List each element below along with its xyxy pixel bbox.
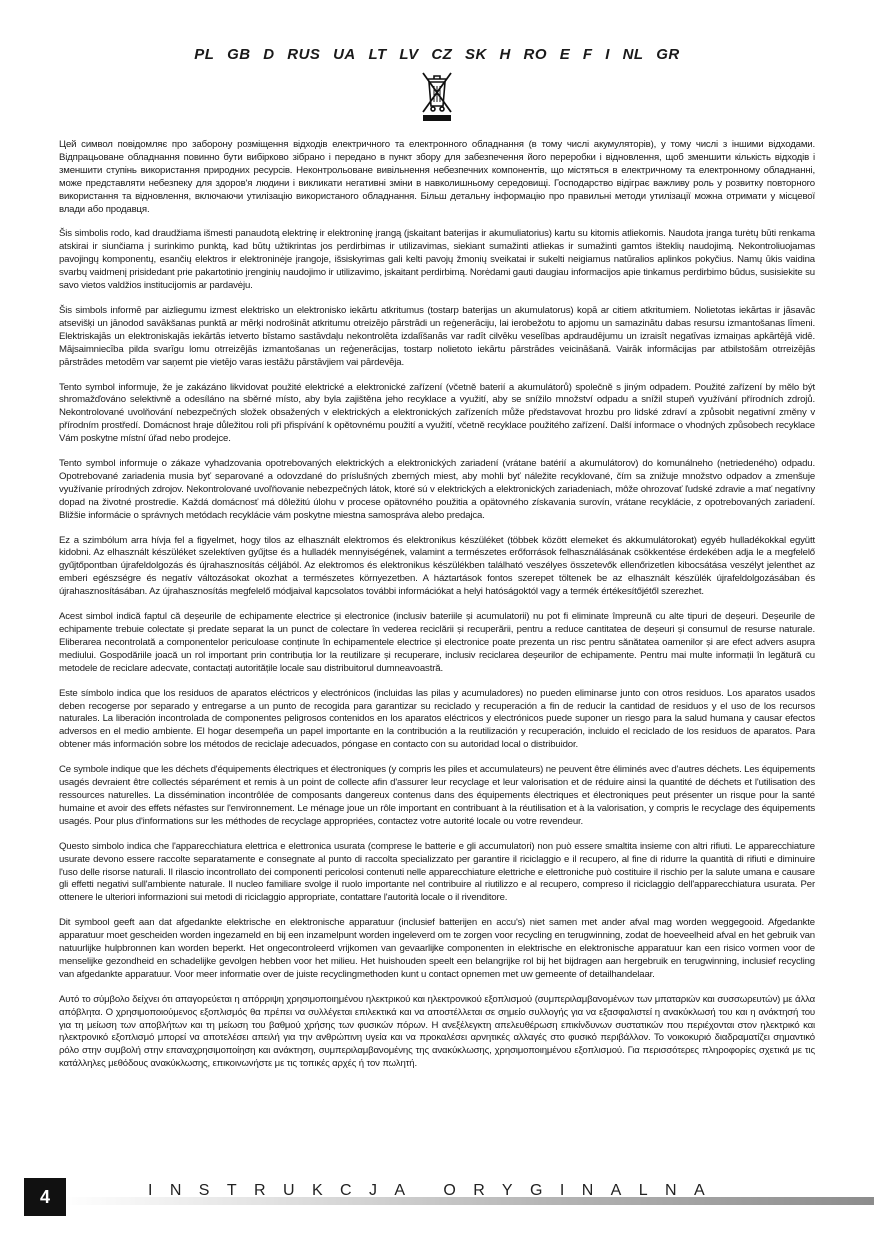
lang-code: LT: [368, 46, 387, 63]
paragraph-sk: Tento symbol informuje o zákaze vyhadzovania opotrebovaných elektrických a elektronických zariadení (vrátane batérií a akumulátorov) do komunálneho (netriedeného) odpadu. Opotrebované zariadenia musia byť separované a odovzdané do príslušných zberných miest, aby mohli byť náležite recyklované, čím sa znižuje množstvo odpadov a zmenšuje využívanie prírodných zdrojov. Nekontrolované uvoľňovanie nebezpečných látok, ktoré sú v elektrických a elektronických zariadeniach, môže ohrozovať ľudské zdravie a mať negatívny dopad na životné prostredie. Každá domácnosť má dôležitú úlohu v procese opätovného použitia a opätovného získavania surovín, vrátane recyklácie, z opotrebovaných zariadení. Bližšie informácie o správnych metódach recyklácie vám poskytne miestna samospráva alebo predajca.: [59, 458, 815, 521]
disposal-info-text: [59, 139, 815, 1083]
paragraph-nl: Dit symbool geeft aan dat afgedankte elektrische en elektronische apparatuur (inclusief batterijen en accu's) niet samen met ander afval mag worden weggegooid. Afgedankte apparatuur moet gescheiden worden ingezameld en bij een inzamelpunt worden ingeleverd om te zorgen voor recycling en terugwinning, zodat de hoeveelheid afval en het gebruik van natuurlijke hulpbronnen kan worden beperkt. Het ongecontroleerd vrijkomen van gevaarlijke componenten in elektrische en elektronische apparatuur kan een risico vormen voor de menselijke gezondheid en schadelijke gevolgen hebben voor het milieu. Het huishouden speelt een belangrijke rol bij het bijdragen aan hergebruik en terugwinning, inclusief recycling van afgedankte apparatuur. Voor meer informatie over de juiste recyclingmethoden kunt u contact opnemen met uw gemeente of detailhandelaar.: [59, 917, 815, 980]
lang-code: I: [605, 46, 610, 63]
paragraph-ro: Acest simbol indică faptul că deșeurile de echipamente electrice și electronice (inclusiv bateriile și acumulatorii) nu pot fi eliminate împreună cu alte tipuri de deșeuri. Deșeurile de echipamente trebuie colectate și predate separat la un punct de colectare în vederea reciclării și recuperării, pentru a reduce cantitatea de deșeuri și consumul de resurse naturale. Eliberarea necontrolată a componentelor periculoase conținute în echipamentele electrice și electronice poate prezenta un risc pentru sănătatea oamenilor și are efect advers asupra mediului. Gospodăriile joacă un rol important prin contribuția lor la reutilizare și recuperare, inclusiv reciclarea deșeurilor de echipamente. Pentru mai multe informații în legătură cu metodele de reciclare adecvate, contactați autoritățile locale sau distribuitorul dumneavoastră.: [59, 611, 815, 674]
lang-code: NL: [622, 46, 644, 63]
lang-code: RUS: [287, 46, 321, 63]
crossed-out-wheelie-bin-icon: [420, 70, 454, 122]
lang-code: RO: [523, 46, 548, 63]
lang-code: H: [499, 46, 511, 63]
lang-code: SK: [465, 46, 487, 63]
lang-code: GR: [656, 46, 680, 63]
paragraph-f: Ce symbole indique que les déchets d'équipements électriques et électroniques (y compris les piles et accumulateurs) ne peuvent être éliminés avec d'autres déchets. Les équipements usagés devraient être collectés séparément et remis à un point de collecte afin d'assurer leur recyclage et leur valorisation et de réduire ainsi la quantité de déchets et l'utilisation des ressources naturelles. La dissémination incontrôlée de composants dangereux contenus dans des équipements électriques et électroniques peut présenter un risque pour la santé humaine et avoir des effets néfastes sur l'environnement. Le ménage joue un rôle important en contribuant à la réutilisation et à la valorisation, y compris le recyclage des équipements usagés. Pour plus d'informations sur les méthodes de recyclage appropriées, contactez votre autorité locale ou votre revendeur.: [59, 764, 815, 827]
paragraph-ua: Цей символ повідомляє про заборону розміщення відходів електричного та електронного обладнання (в тому числі акумуляторів), у тому числі з іншими відходами. Відпрацьоване обладнання повинно бути вибірково зібрано і передано в пункт збору для забезпечення його переробки і відновлення, щоб зменшити кількість відходів і зменшити ступінь використання природних ресурсів. Неконтрольоване вивільнення небезпечних компонентів, що містяться в електричному та електронному обладнанні, може представляти небезпеку для здоров'я людини і викликати негативні зміни в навколишньому середовищі. Господарство відіграє важливу роль у розвитку повторного використання та відновлення, включаючи утилізацію використаного обладнання. Більш детальну інформацію про правильні методи утилізації можна отримати у місцевої влади або продавця.: [59, 139, 815, 215]
lang-code: F: [582, 46, 593, 63]
lang-code: LV: [399, 46, 419, 63]
lang-code: PL: [194, 46, 215, 63]
paragraph-lt: Šis simbolis rodo, kad draudžiama išmesti panaudotą elektrinę ir elektroninę įrangą (įskaitant baterijas ir akumuliatorius) kartu su kitomis atliekomis. Naudota įranga turėtų būti renkama atskirai ir siunčiama į surinkimo punktą, kad būtų užtikrintas jos perdirbimas ir utilizavimas, siekiant sumažinti atliekas ir sumažinti gamtos išteklių naudojimą. Nekontroliuojamas pavojingų komponentų, esančių elektros ir elektroninėje įrangoje, išsiskyrimas gali kelti pavojų žmonių sveikatai ir sukelti neigiamus natūralios aplinkos pokyčius. Namų ūkis vaidina svarbų vaidmenį prisidedant prie pakartotinio įrenginių naudojimo ir utilizavimo, įskaitant perdirbimą. Norėdami gauti daugiau informacijos apie tinkamus perdirbimo būdus, susisiekite su savo vietos valdžios institucijomis ar pardavėju.: [59, 228, 815, 292]
footer-title: INSTRUKCJA ORYGINALNA: [148, 1182, 723, 1199]
paragraph-i: Questo simbolo indica che l'apparecchiatura elettrica e elettronica usurata (comprese le batterie e gli accumulatori) non può essere smaltita insieme con altri rifiuti. Le apparecchiature usurate devono essere raccolte separatamente e consegnate al punto di raccolta specializzato per garantire il riciclaggio e il recupero, al fine di ridurre la quantità di rifiuti e diminuire l'uso delle risorse naturali. Il rilascio incontrollato dei componenti pericolosi contenuti nelle apparecchiature elettriche e elettroniche può costituire il rischio per la salute umana e causare gli effetti negativi sull'ambiente naturale. Il nucleo familiare svolge il ruolo importante nel contribuire al riutilizzo e al recupero, compreso il riciclaggio dell'apparecchiatura usurata. Per ottenere le ulteriori informazioni sui metodi di riciclaggio appropriate, contattare l'autorità locale o il rivenditore.: [59, 840, 815, 904]
paragraph-h: Ez a szimbólum arra hívja fel a figyelmet, hogy tilos az elhasznált elektromos és elektronikus készüléket (többek között elemeket és akkumulátorokat) egyéb hulladékokkal együtt kidobni. Az elhasznált készüléket szelektíven gyűjtse és a hulladék mennyiségének, valamint a természetes erőforrások felhasználásának csökkentése érdekében adja le a megfelelő gyűjtőpontban újrafeldolgozás és újrahasznosítás céljából. Az elektromos és elektronikus készülékben található veszélyes összetevők ellenőrizetlen kibocsátása veszélyt jelenthet az emberi egészségre és negatív változásokat okozhat a természetes környezetben. A háztartások fontos szerepet töltenek be az elhasznált készülék újrafeldolgozásában és újrahasznosításában. Az újrahasznosítás megfelelő módjaival kapcsolatos további információkat a helyi hatóságoktól vagy a termék értékesítőjétől szerezhet.: [59, 534, 815, 598]
paragraph-e: Este símbolo indica que los residuos de aparatos eléctricos y electrónicos (incluidas las pilas y acumuladores) no pueden eliminarse junto con otros residuos. Los aparatos usados deben recogerse por separado y entregarse a un punto de recogida para garantizar su reciclado y recuperación a fin de reducir la cantidad de residuos y el uso de los recursos naturales. La liberación incontrolada de componentes peligrosos contenidos en los aparatos eléctricos y electrónicos puede suponer un riesgo para la salud humana y causar efectos adversos en el medio ambiente. El hogar desempeña un papel importante en la contribución a la reutilización y recuperación, incluido el reciclado de los residuos de aparatos. Para obtener más información sobre los métodos de reciclaje adecuados, póngase en contacto con su autoridad local o distribuidor.: [59, 687, 815, 751]
lang-code: E: [559, 46, 571, 63]
paragraph-gr: Αυτό το σύμβολο δείχνει ότι απαγορεύεται η απόρριψη χρησιμοποιημένου ηλεκτρικού και ηλεκτρονικού εξοπλισμού (συμπεριλαμβανομένων των μπαταριών και συσσωρευτών) με άλλα απόβλητα. Ο χρησιμοποιούμενος εξοπλισμός θα πρέπει να συλλέγεται επιλεκτικά και να αποστέλλεται σε σημείο συλλογής για να εξασφαλιστεί η ανακύκλωσή του και η ανάκτησή του για τη μείωση των αποβλήτων και τη μείωση του βαθμού χρήσης των φυσικών πόρων. Η ανεξέλεγκτη απελευθέρωση επικίνδυνων συστατικών που περιέχονται στον ηλεκτρικό και ηλεκτρονικό εξοπλισμό μπορεί να αποτελέσει απειλή για την ανθρώπινη υγεία και να προκαλέσει αρνητικές αλλαγές στο φυσικό περιβάλλον. Το νοικοκυριό διαδραματίζει σημαντικό ρόλο στην συμβολή στην επαναχρησιμοποίηση και ανάκτηση, συμπεριλαμβανομένης της ανακύκλωσης, χρησιμοποιημένου εξοπλισμού. Για περισσότερες πληροφορίες σχετικά με τις κατάλληλες μεθόδους ανακύκλωσης, επικοινωνήστε με τις τοπικές αρχές ή τον πωλητή.: [59, 993, 815, 1070]
lang-code: GB: [227, 46, 251, 63]
lang-code: UA: [333, 46, 356, 63]
page-number: 4: [24, 1178, 66, 1216]
lang-code: CZ: [431, 46, 453, 63]
lang-code: D: [263, 46, 275, 63]
paragraph-lv: Šis simbols informē par aizliegumu izmest elektrisko un elektronisko iekārtu atkritumus (tostarp baterijas un akumulatorus) kopā ar citiem atkritumiem. Nolietotas iekārtas ir jāsavāc atsevišķi un jānodod savākšanas punktā ar mērķi nodrošināt atkritumu otreizējo pārstrādi un reģenerāciju, lai ierobežotu to apjomu un samazinātu dabas resursu izmantošanas līmeni. Elektriskajās un elektroniskajās iekārtās ietverto bīstamo sastāvdaļu nekontrolēta izdalīšanās var radīt cilvēku veselības apdraudējumu un izraisīt negatīvas izmaiņas apkārtējā vidē. Mājsaimniecība pilda svarīgu lomu otrreizējās izmantošanas un reģenerācijas, tostarp nolietoto iekārtu pārstrādes veicināšanā. Vairāk informācijas par atbilstošām otrreizējās pārstrādes metodēm var saņemt pie vietējo varas iestāžu pārstāvjiem vai pārdevēja.: [59, 304, 815, 368]
language-codes-header: [0, 46, 874, 63]
paragraph-cz: Tento symbol informuje, že je zakázáno likvidovat použité elektrické a elektronické zařízení (včetně baterií a akumulátorů) společně s jiným odpadem. Použité zařízení by mělo být shromažďováno selektivně a odesíláno na sběrné místo, aby byla zajištěna jeho recyklace a využití, aby se snížilo množství odpadu a snížil stupeň využívání přírodních zdrojů. Nekontrolované uvolňování nebezpečných složek obsažených v elektrických a elektronických zařízeních může představovat hrozbu pro lidské zdraví a způsobit negativní změny v přírodním prostředí. Domácnost hraje důležitou roli při přispívání k opětovnému použití a využití, včetně recyklace použitého zařízení. Další informace o vhodných způsobech recyklace Vám poskytne místní úřad nebo prodejce.: [59, 381, 815, 445]
